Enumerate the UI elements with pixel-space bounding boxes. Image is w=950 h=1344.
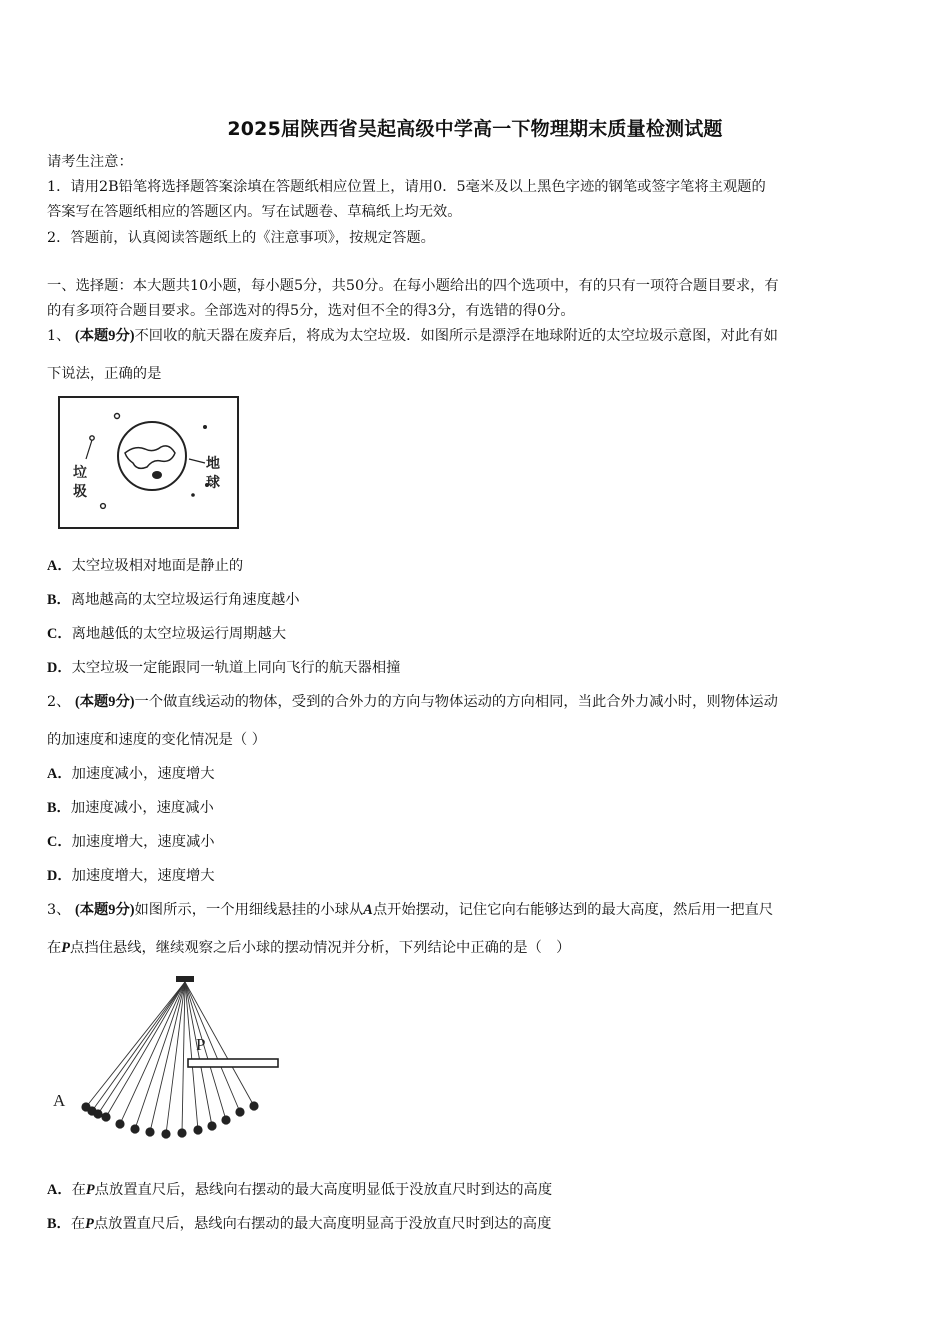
debris-trail: [86, 440, 92, 459]
debris-dot: [101, 504, 106, 509]
figure-label-trash-1: 垃: [73, 465, 87, 481]
page-title: 2025届陕西省吴起高级中学高一下物理期末质量检测试题: [227, 118, 723, 140]
option-label: D．: [47, 660, 72, 676]
ruler: [188, 1059, 278, 1067]
q1-stem-line-1: [47, 326, 907, 346]
pendulum-string: [185, 982, 240, 1112]
q2-number: 2、: [47, 694, 71, 710]
continent-patch: [152, 471, 162, 479]
pendulum-ball: [193, 1125, 202, 1134]
option-text: 离地越低的太空垃圾运行周期越大: [71, 626, 287, 642]
notice-line-3: 2．答题前，认真阅读答题纸上的《注意事项》，按规定答题。: [47, 230, 435, 246]
q3-point-p: P: [61, 940, 71, 956]
q3-stem-2b: 点挡住悬线，继续观察之后小球的摆动情况并分析，下列结论中正确的是（ ）: [70, 940, 571, 956]
q3-figure-pendulum: [50, 970, 290, 1155]
q2-score: (本题9分): [74, 694, 135, 710]
pendulum-strings: [86, 982, 254, 1134]
option-text: 点放置直尺后，悬线向右摆动的最大高度明显低于没放直尺时到达的高度: [94, 1182, 553, 1198]
option-point: P: [85, 1216, 94, 1232]
section-instructions-1: 一、选择题：本大题共10小题，每小题5分，共50分。在每小题给出的四个选项中，有的只有一项符合题目要求，有: [47, 278, 779, 294]
q3-stem-1b: 点开始摆动，记住它向右能够达到的最大高度，然后用一把直尺: [372, 902, 774, 918]
q3-score: (本题9分): [74, 902, 135, 918]
q1-number: 1、: [47, 328, 71, 344]
debris-dot: [115, 414, 120, 419]
debris-dot: [191, 493, 195, 497]
debris-dot: [90, 436, 94, 440]
notice-line-2: 答案写在答题纸相应的答题区内。写在试题卷、草稿纸上均无效。: [47, 204, 462, 220]
option-text: 加速度减小，速度增大: [71, 766, 215, 782]
q1-option-b: [47, 590, 300, 610]
debris-dot: [203, 425, 207, 429]
q2-option-d: [47, 866, 215, 886]
q1-option-a: [47, 556, 243, 576]
q1-stem-2: 下说法，正确的是: [47, 366, 162, 382]
pendulum-ball: [161, 1129, 170, 1138]
option-label: A．: [47, 1182, 72, 1198]
notice-header: 请考生注意：: [47, 154, 133, 170]
pendulum-string: [185, 982, 212, 1126]
option-label: B．: [47, 592, 71, 608]
option-text-pre: 在: [71, 1182, 86, 1198]
q3-stem-line-2: [47, 938, 907, 958]
option-text: 太空垃圾相对地面是静止的: [71, 558, 244, 574]
option-text: 加速度增大，速度减小: [71, 834, 215, 850]
q1-option-d: [47, 658, 400, 678]
pendulum-ball: [235, 1107, 244, 1116]
q3-option-a: [47, 1180, 552, 1200]
q3-number: 3、: [47, 902, 71, 918]
q2-option-b: [47, 798, 214, 818]
pendulum-ball: [145, 1127, 154, 1136]
figure-label-earth-1: 地: [206, 456, 220, 472]
q2-option-a: [47, 764, 215, 784]
option-label: B．: [47, 1216, 71, 1232]
option-label: D．: [47, 868, 72, 884]
pendulum-ball: [177, 1128, 186, 1137]
option-point: P: [85, 1182, 95, 1198]
q3-stem-line-1: [47, 900, 907, 920]
option-text: 加速度减小，速度减小: [70, 800, 214, 816]
q3-point-a: A: [363, 902, 373, 918]
q1-option-c: [47, 624, 286, 644]
q2-option-c: [47, 832, 215, 852]
figure-label-p: P: [196, 1035, 206, 1054]
pendulum-ball: [207, 1121, 216, 1130]
figure-label-earth-2: 球: [206, 475, 220, 491]
option-label: A．: [47, 766, 72, 782]
option-text-pre: 在: [70, 1216, 86, 1232]
option-label: C．: [47, 626, 72, 642]
pendulum-ball: [115, 1119, 124, 1128]
q3-stem-2a: 在: [47, 940, 62, 956]
continent-shape: [125, 446, 175, 468]
option-label: A．: [47, 558, 72, 574]
q2-stem-line-1: [47, 692, 907, 712]
pendulum-balls: [81, 1101, 258, 1138]
q1-stem-1: 不回收的航天器在废弃后，将成为太空垃圾．如图所示是漂浮在地球附近的太空垃圾示意图，对此有如: [134, 328, 778, 344]
pendulum-ball: [249, 1101, 258, 1110]
q1-figure-space-debris: [55, 393, 243, 533]
q2-stem-2: 的加速度和速度的变化情况是（ ）: [47, 732, 266, 748]
pendulum-ball: [93, 1109, 102, 1118]
option-text: 离地越高的太空垃圾运行角速度越小: [70, 592, 300, 608]
pendulum-string: [120, 982, 185, 1124]
option-label: B．: [47, 800, 71, 816]
pendulum-ball: [130, 1124, 139, 1133]
option-text: 点放置直尺后，悬线向右摆动的最大高度明显高于没放直尺时到达的高度: [93, 1216, 552, 1232]
pendulum-ball: [101, 1112, 110, 1121]
option-label: C．: [47, 834, 72, 850]
notice-line-1: 1．请用2B铅笔将选择题答案涂填在答题纸相应位置上，请用0．5毫米及以上黑色字迹的钢笔或签字笔将主观题的: [47, 179, 766, 195]
q2-stem-1: 一个做直线运动的物体，受到的合外力的方向与物体运动的方向相同，当此合外力减小时，则物体运动: [134, 694, 778, 710]
earth-circle: [118, 422, 186, 490]
q3-option-b: [47, 1214, 551, 1234]
q1-score: (本题9分): [74, 328, 135, 344]
q3-stem-1a: 如图所示，一个用细线悬挂的小球从: [134, 902, 364, 918]
option-text: 太空垃圾一定能跟同一轨道上同向飞行的航天器相撞: [71, 660, 401, 676]
figure-label-a: A: [53, 1091, 66, 1110]
earth-pointer: [189, 459, 205, 463]
pendulum-ball: [221, 1115, 230, 1124]
option-text: 加速度增大，速度增大: [71, 868, 215, 884]
pivot-mount: [176, 976, 194, 982]
pendulum-string: [98, 982, 185, 1114]
section-instructions-2: 的有多项符合题目要求。全部选对的得5分，选对但不全的得3分，有选错的得0分。: [47, 303, 575, 319]
figure-label-trash-2: 圾: [73, 484, 87, 500]
